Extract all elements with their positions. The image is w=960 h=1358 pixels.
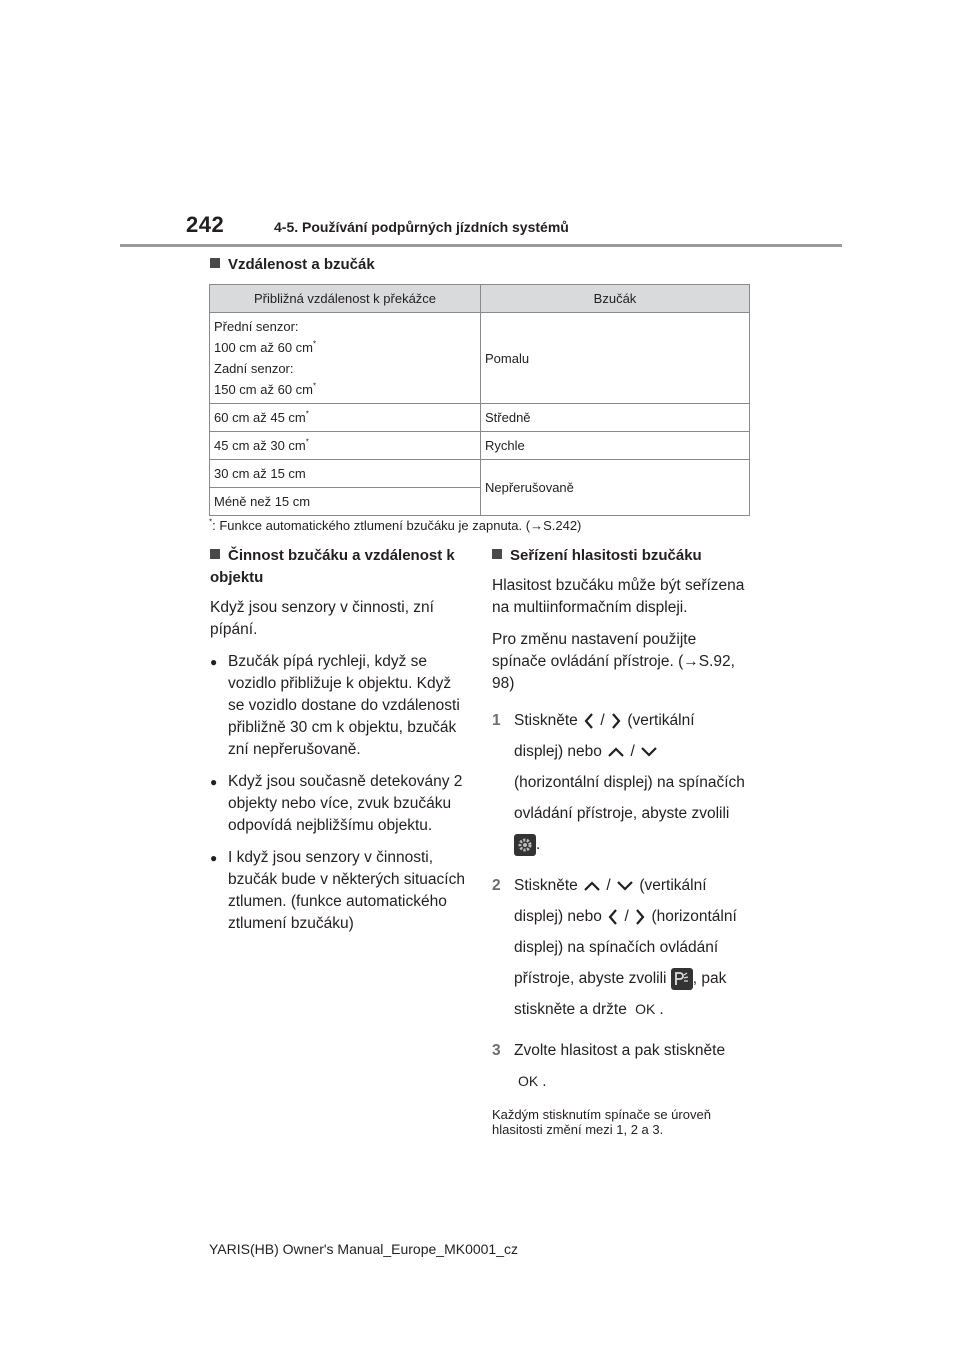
list-item: ● I když jsou senzory v činnosti, bzučák bude v některých situacích ztlumen. (funkce automatického ztlumení bzučáku) [210,847,465,935]
table-row [210,432,750,460]
intro-text: Když jsou senzory v činnosti, zní pípání. [210,599,434,638]
table-footnote: *: Funkce automatického ztlumení bzučáku je zapnuta. (→S.242) [209,517,582,533]
table-cell: Rychle [481,432,750,460]
chevron-down-icon [639,745,659,759]
footer-text: YARIS(HB) Owner's Manual_Europe_MK0001_cz [209,1241,518,1257]
chevron-left-icon [582,711,596,731]
table-cell: 45 cm až 30 cm* [210,432,481,460]
table-row [210,404,750,432]
parking-sensor-icon [671,968,693,990]
table-cell: 30 cm až 15 cm [210,460,481,488]
column-header-distance: Přibližná vzdálenost k překážce [210,285,481,313]
volume-note: Každým stisknutím spínače se úroveň hlasitosti změní mezi 1, 2 a 3. [492,1107,711,1137]
square-bullet-icon [492,549,502,559]
square-bullet-icon [210,549,220,559]
distance-buzzer-table [209,284,750,516]
table-cell: Pomalu [481,313,750,404]
volume-intro: Hlasitost bzučáku může být seřízena na multiinformačním displeji. [492,577,745,616]
table-cell: Přední senzor: 100 cm až 60 cm* Zadní senzor: 150 cm až 60 cm* [210,313,481,404]
list-item: ● Když jsou současně detekovány 2 objekty nebo více, zvuk bzučáku odpovídá nejbližšímu objektu. [210,771,465,837]
chevron-right-icon [633,907,647,927]
buzzer-operation-heading: Činnost bzučáku a vzdálenost k objektu [210,547,455,586]
page-number: 242 [186,212,225,237]
table-cell: 60 cm až 45 cm* [210,404,481,432]
distance-heading: Vzdálenost a bzučák [210,256,375,273]
chevron-up-icon [582,879,602,893]
gear-icon [514,834,536,856]
section-title: 4-5. Používání podpůrných jízdních systémů [274,219,569,235]
list-item: ● Bzučák pípá rychleji, když se vozidlo přibližuje k objektu. Když se vozidlo dostane do vzdálenosti přibližně 30 cm k objektu, bzučák zní nepřerušovaně. [210,651,465,761]
square-bullet-icon [210,258,220,268]
ok-button-glyph: OK [518,1073,539,1089]
column-header-buzzer: Bzučák [481,285,750,313]
volume-heading: Seřízení hlasitosti bzučáku [492,545,747,567]
table-cell: Méně než 15 cm [210,488,481,516]
chevron-up-icon [606,745,626,759]
table-row [210,313,750,404]
header-rule [120,244,842,247]
step-3: 3 Zvolte hlasitost a pak stiskněte OK . [492,1035,747,1097]
left-column [210,545,465,945]
step-2: 2 Stiskněte / (vertikální displej) nebo / (horizontální displej) na spínačích ovládání přístroje, abyste zvolili , pak stiskněte a držte OK . [492,870,747,1025]
step-1: 1 Stiskněte / (vertikální displej) nebo / (horizontální displej) na spínačích ovládání přístroje, abyste zvolili . [492,705,747,860]
chevron-left-icon [606,907,620,927]
table-row [210,460,750,488]
table-cell: Středně [481,404,750,432]
volume-instructions: Pro změnu nastavení použijte spínače ovládání přístroje. (→S.92, 98) [492,631,735,692]
chevron-right-icon [609,711,623,731]
chevron-down-icon [615,879,635,893]
ok-button-glyph: OK [635,1001,656,1017]
table-cell: Nepřerušovaně [481,460,750,516]
right-column [492,545,747,1147]
